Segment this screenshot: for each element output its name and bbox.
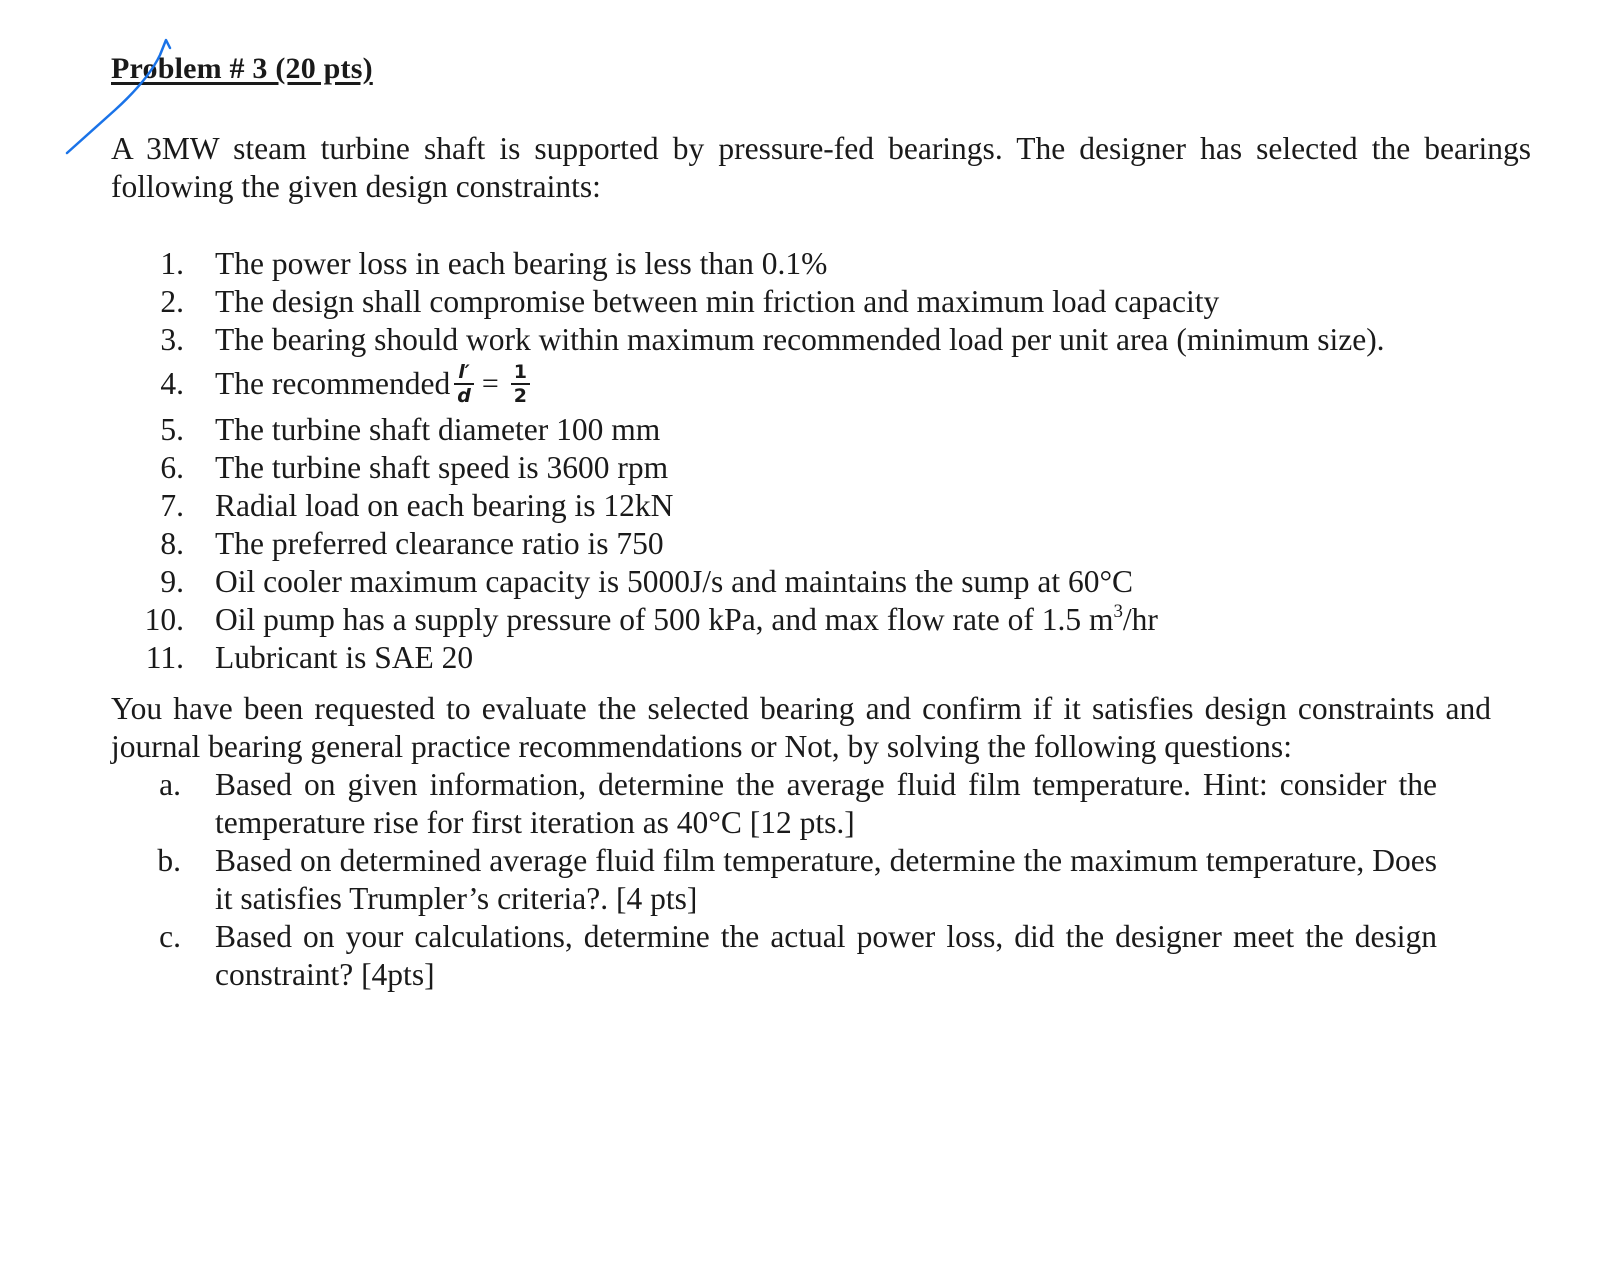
list-item [111,355,1531,413]
intro-paragraph: A 3MW steam turbine shaft is supported by pressure-fed bearings. The designer has selected the bearings following the given design constraints: [111,131,1531,204]
item-text-suffix: /hr [1122,602,1158,637]
question-text: Based on given information, determine the average fluid film temperature. Hint: consider the temperature rise for first iteration as 40°C [12 pts.] [215,767,1437,840]
superscript: 3 [1113,600,1123,622]
list-item [111,601,1531,639]
value-fraction [511,361,530,407]
constraints-list [111,245,1531,677]
fraction-numerator: l′ [454,361,474,385]
item-number: 4. [160,366,184,401]
equals-sign: = [481,366,499,400]
item-text: The preferred clearance ratio is 750 [215,526,664,561]
item-text: Lubricant is SAE 20 [215,640,474,675]
list-item [111,525,1531,563]
question-item [111,766,1437,842]
item-number: 7. [160,488,184,523]
problem-title: Problem # 3 (20 pts) [111,52,373,85]
item-number: 8. [160,526,184,561]
question-letter: a. [159,767,181,802]
item-text: Oil cooler maximum capacity is 5000J/s and maintains the sump at 60°C [215,564,1134,599]
item-number: 11. [145,640,184,675]
item-text: The turbine shaft speed is 3600 rpm [215,450,669,485]
item-text: Radial load on each bearing is 12kN [215,488,674,523]
item-number: 2. [160,284,184,319]
item-number: 9. [160,564,184,599]
question-letter: b. [157,843,181,878]
item-number: 10. [144,602,184,637]
list-item [111,245,1531,283]
question-item [111,918,1437,994]
item-text: The bearing should work within maximum recommended load per unit area (minimum size). [215,322,1385,357]
item-text: The design shall compromise between min friction and maximum load capacity [215,284,1220,319]
list-item [111,487,1531,525]
question-letter: c. [159,919,181,954]
list-item [111,283,1531,321]
list-item [111,321,1531,359]
fraction-numerator: 1 [511,361,530,385]
question-text: Based on your calculations, determine the actual power loss, did the designer meet the design constraint? [4pts] [215,919,1437,992]
questions-list [111,766,1531,994]
item-text: The power loss in each bearing is less than 0.1% [215,246,828,281]
list-item [111,639,1531,677]
list-item [111,449,1531,487]
question-item [111,842,1437,918]
question-text: Based on determined average fluid film temperature, determine the maximum temperature, Does it satisfies Trumpler’s criteria?. [4 pts] [215,843,1437,916]
item-text: The turbine shaft diameter 100 mm [215,412,661,447]
list-item [111,563,1531,601]
item-number: 6. [160,450,184,485]
fraction-denominator: d [457,384,471,407]
item-text: Oil pump has a supply pressure of 500 kPa, and max flow rate of 1.5 m [215,602,1114,637]
item-number: 3. [160,322,184,357]
fraction-denominator: 2 [513,384,528,407]
ratio-fraction [454,361,474,407]
item-text: The recommended [215,366,451,401]
item-number: 5. [160,412,184,447]
list-item [111,411,1531,449]
item-number: 1. [160,246,184,281]
request-paragraph: You have been requested to evaluate the selected bearing and confirm if it satisfies design constraints and journal bearing general practice recommendations or Not, by solving the following questions: [111,691,1491,764]
